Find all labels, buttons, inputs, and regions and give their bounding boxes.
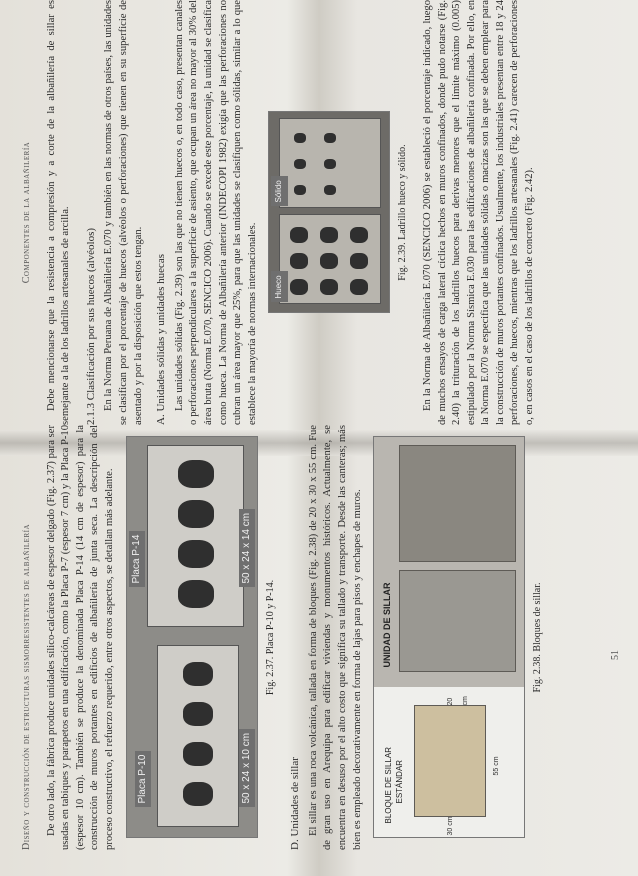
dimension-a: 55 cm	[493, 756, 501, 776]
left-page	[20, 425, 620, 850]
right-page	[20, 0, 620, 425]
placa-p14-dimensions: 50 x 24 x 14 cm	[239, 509, 256, 588]
section-2-1-3-heading: 2.1.3 Clasificación por sus huecos (alvéolos)	[84, 227, 97, 425]
fig-2-37-caption: Fig. 2.37. Placa P-10 y P-14.	[264, 579, 276, 696]
sillar-diagram-panel	[374, 688, 524, 838]
placa-p14-label: Placa P-14	[129, 531, 146, 588]
fig-2-39-photo	[268, 112, 390, 314]
placa-p10-label: Placa P-10	[135, 751, 152, 808]
section-d-heading: D. Unidades de sillar	[289, 757, 302, 850]
placa-p10-dimensions: 50 x 24 x 10 cm	[239, 729, 256, 808]
sillar-photo-2	[399, 446, 516, 563]
right-paragraph-2: En la Norma Peruana de Albañilería E.070 y también en las normas de otros países, las unidades se clasifican por el porcentaje de huecos (alvéolos o perforaciones) que tienen en su superficie de asentado y por la disposición que estos tengan.	[103, 0, 144, 425]
sillar-block-drawing	[414, 706, 486, 818]
right-paragraph-1: Debe mencionarse que la resistencia a compresión y a corte de la albañilería de sillar es semejante a la de los ladrillos artesanales de arcilla.	[45, 0, 72, 425]
sillar-photo-1	[399, 571, 516, 673]
hollow-brick-label: Hueco	[271, 271, 288, 302]
left-paragraph-1: De otro lado, la fábrica produce unidades sílico-calcáreas de espesor delgado (Fig. 2.37) para ser usadas en tabiques y parapetos en una edificación, como la Placa P-7 (espesor 7 cm) y la Placa P-10 (espesor 10 cm). También se produce la denominada Placa P-14 (14 cm de espesor) para la construcción de muros portantes en edificios de albañilería de junta seca. La descripción del proceso constructivo, el refuerzo requerido, entre otros aspectos, se detallan más adelante.	[45, 425, 115, 850]
left-running-head: Diseño y construcción de estructuras sismorresistentes de albañilería	[21, 523, 32, 850]
dimension-b: 30 cm	[447, 816, 455, 836]
right-paragraph-4: En la Norma de Albañilería E.070 (SENCICO 2006) se estableció el porcentaje indicado, luego de muchos ensayos de carga lateral cíclica hechos en muros confinados, donde pudo notarse (Fig. 2.40) la trituración de los ladrillos huecos para derivas menores que el límite máximo (0.005) estipulado por la Norma Sísmica E.030 para las edificaciones de albañilería confinada. Por ello, en la Norma E.070 se especifica que las unidades sólidas o macizas son las que se deben emplear para la construcción de muros portantes confinados. Usualmente, los industriales presentan entre 18 y 24 perforaciones, de huecos, mientras que los ladrillos artesanales (Fig. 2.41) carecen de perforaciones o, en casos en el caso de los ladrillos de concreto (Fig. 2.42).	[421, 0, 536, 425]
sillar-panel-title: UNIDAD DE SILLAR	[382, 582, 393, 668]
left-paragraph-2: El sillar es una roca volcánica, tallada en forma de bloques (Fig. 2.38) de 20 x 30 x 55 cm. Fue de gran uso en Arequipa para edificar viviendas y monumentos históricos. Actualmente, se encuentra en desuso por el alto costo que significa su tallado y transporte. Desde las canteras; más bien es empleado decorativamente en forma de lajas para pisos y enchapes de muros.	[307, 425, 363, 850]
right-paragraph-3: Las unidades sólidas (Fig. 2.39) son las que no tienen huecos o, en todo caso, presentan canales o perforaciones perpendiculares a la superficie de asiento, que ocupan un área no mayor al 30% del área bruta (Norma E.070, SENCICO 2006). Cuando se excede este porcentaje, la unidad se clasifica como hueca. La Norma de Albañilería anterior (INDECOPI 1982) exigía que las perforaciones no cubran un área mayor que 25%, para que las unidades se clasifiquen como sólidas, similar a lo que establece la mayoría de normas internacionales.	[173, 0, 258, 425]
section-a-heading: A. Unidades sólidas y unidades huecas	[155, 253, 168, 425]
fig-2-39-caption: Fig. 2.39. Ladrillo hueco y sólido.	[397, 144, 409, 281]
fig-2-37-photo	[126, 437, 258, 839]
fig-2-38-photo	[373, 437, 525, 839]
solid-brick	[279, 119, 381, 209]
placa-p14-block	[147, 446, 244, 628]
block-label-2: ESTÁNDAR	[395, 759, 405, 804]
right-running-head: Componentes de la albañilería	[21, 141, 32, 284]
hollow-brick	[279, 215, 381, 305]
dimension-c: 20 cm	[447, 696, 469, 706]
solid-brick-label: Sólido	[271, 176, 288, 206]
block-label-1: BLOQUE DE SILLAR	[384, 747, 394, 824]
placa-p10-block	[157, 646, 239, 828]
fig-2-38-caption: Fig. 2.38. Bloques de sillar.	[532, 582, 544, 693]
left-page-number: 51	[610, 650, 622, 660]
